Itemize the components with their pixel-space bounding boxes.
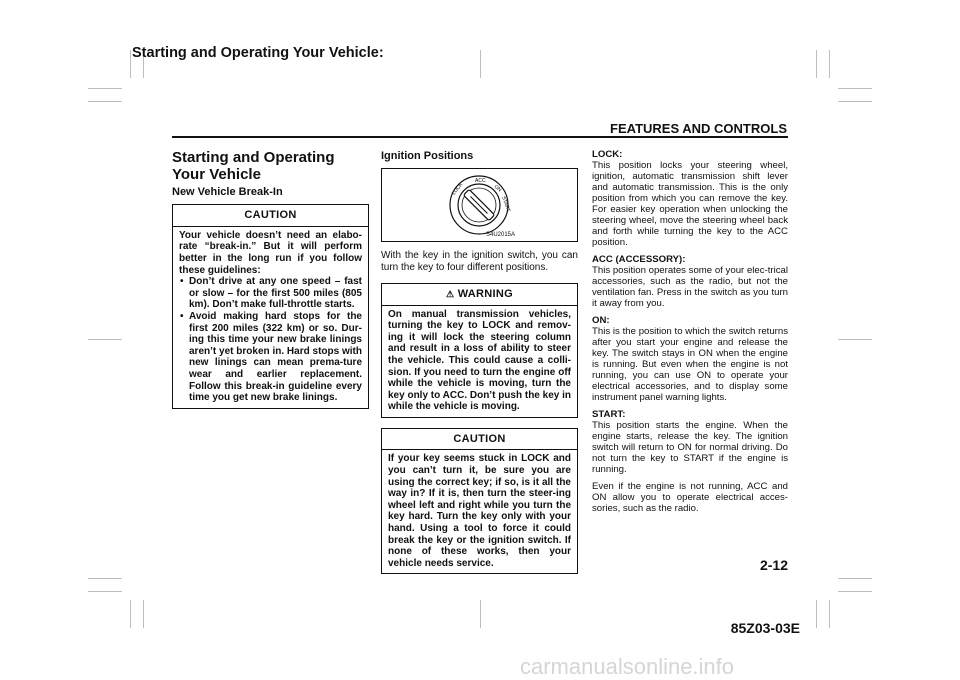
warning-box xyxy=(381,283,578,418)
caution-label: CAUTION xyxy=(173,205,368,226)
term-start: START: xyxy=(592,409,626,420)
crop-mark xyxy=(130,600,131,628)
right-column xyxy=(592,149,788,520)
crop-mark xyxy=(829,50,830,78)
entry-start xyxy=(592,409,788,475)
chapter-title: FEATURES AND CONTROLS xyxy=(610,121,787,136)
crop-mark xyxy=(838,578,872,579)
ignition-label-start: START xyxy=(500,196,512,214)
caution-text xyxy=(173,227,368,408)
caution-box xyxy=(381,428,578,574)
running-header: Starting and Operating Your Vehicle: xyxy=(132,45,384,61)
document-code: 85Z03-03E xyxy=(730,620,800,636)
entry-lock xyxy=(592,149,788,248)
intro-paragraph: With the key in the ignition switch, you can turn the key to four different positions. xyxy=(381,250,578,273)
watermark: carmanualsonline.info xyxy=(520,654,735,679)
section-title: Starting and Operating Your Vehicle xyxy=(172,149,335,183)
page-number: 2-12 xyxy=(759,557,788,573)
ignition-switch-illustration xyxy=(382,169,577,241)
middle-column xyxy=(381,149,578,574)
caution-label: CAUTION xyxy=(382,429,577,450)
header-rule xyxy=(172,136,788,138)
entry-acc xyxy=(592,254,788,309)
list-item: • Avoid making hard stops for the first 200 miles (322 km) or so. Dur-ing this time your new brake linings aren’t yet broken in. Hard stops with new linings can mean prema-ture wear and earlier replacement. Follow this break-in guideline every time you get new brake linings. xyxy=(189,311,362,404)
caution-intro: Your vehicle doesn’t need an elabo-rate “break-in.” But it will perform better in the long run if you follow these guidelines: xyxy=(179,229,362,276)
crop-mark xyxy=(838,101,872,102)
crop-mark xyxy=(88,578,122,579)
caution-text: If your key seems stuck in LOCK and you can’t turn it, be sure you are using the correct key; if so, is it all the way in? If it is, then turn the steer-ing wheel left and right while you turn the key hard. Turn the key only with your hand. Using a tool to force it could break the key or the ignition switch. If none of these works, then your vehicle needs service. xyxy=(388,453,571,569)
crop-mark xyxy=(480,50,481,78)
crop-mark xyxy=(143,600,144,628)
crop-mark xyxy=(816,50,817,78)
entry-text: This is the position to which the switch returns after you start your engine and release the key. The switch stays in ON when the engine is running. But even when the engine is not running, you can use ON to operate your electrical accessories, and to display some instrument panel warning lights. xyxy=(592,326,788,403)
caution-list xyxy=(179,276,362,404)
crop-mark xyxy=(88,591,122,592)
entry-text: This position starts the engine. When the engine starts, release the key. The ignition switch will return to ON for normal driving. Do not turn the key to START if the engine is running. xyxy=(592,420,788,475)
crop-mark xyxy=(838,339,872,340)
term-on: ON: xyxy=(592,315,610,326)
term-acc: ACC (ACCESSORY): xyxy=(592,254,686,265)
caution-box xyxy=(172,204,369,408)
crop-mark xyxy=(88,88,122,89)
warning-label-row xyxy=(382,284,577,305)
term-lock: LOCK: xyxy=(592,149,623,160)
crop-mark xyxy=(838,591,872,592)
crop-mark xyxy=(816,600,817,628)
crop-mark xyxy=(88,339,122,340)
subsection-title: Ignition Positions xyxy=(381,150,474,162)
subsection-title: New Vehicle Break-In xyxy=(172,186,283,198)
entry-on xyxy=(592,315,788,403)
warning-text: On manual transmission vehicles, turning the key to LOCK and remov-ing it will lock the steering column and result in a loss of ability to steer the vehicle. This could cause a colli-sion. If you need to turn the engine off while the vehicle is moving, turn the key only to ACC. Don’t push the key in while the vehicle is moving. xyxy=(388,308,571,413)
entry-text: This position operates some of your elec-trical accessories, such as the radio, but not the ventilation fan. Press in the switch as you turn it away from you. xyxy=(592,265,788,309)
ignition-label-acc: ACC xyxy=(475,178,486,185)
crop-mark xyxy=(480,600,481,628)
entry-text: This position locks your steering wheel, ignition, automatic transmission shift lever and automatic transmission. This is the only position from which you can remove the key. For easier key operation when unlocking the steering wheel, move the steering wheel back and forth while turning the key to the ACC position. xyxy=(592,160,788,248)
crop-mark xyxy=(838,88,872,89)
left-column xyxy=(172,149,369,409)
figure-label: S4U2015A xyxy=(486,232,516,239)
warning-label: WARNING xyxy=(457,288,513,301)
ignition-figure xyxy=(381,168,578,242)
crop-mark xyxy=(88,101,122,102)
ignition-label-on: ON xyxy=(492,184,503,194)
crop-mark xyxy=(130,50,131,78)
warning-icon: ⚠ xyxy=(446,289,455,300)
crop-mark xyxy=(829,600,830,628)
list-item: • Don’t drive at any one speed – fast or slow – for the first 500 miles (805 km). Don’t make full-throttle starts. xyxy=(189,276,362,311)
closing-paragraph: Even if the engine is not running, ACC and ON allow you to operate electrical acces-sories, such as the radio. xyxy=(592,481,788,514)
ignition-label-lock: LOCK xyxy=(450,182,465,197)
